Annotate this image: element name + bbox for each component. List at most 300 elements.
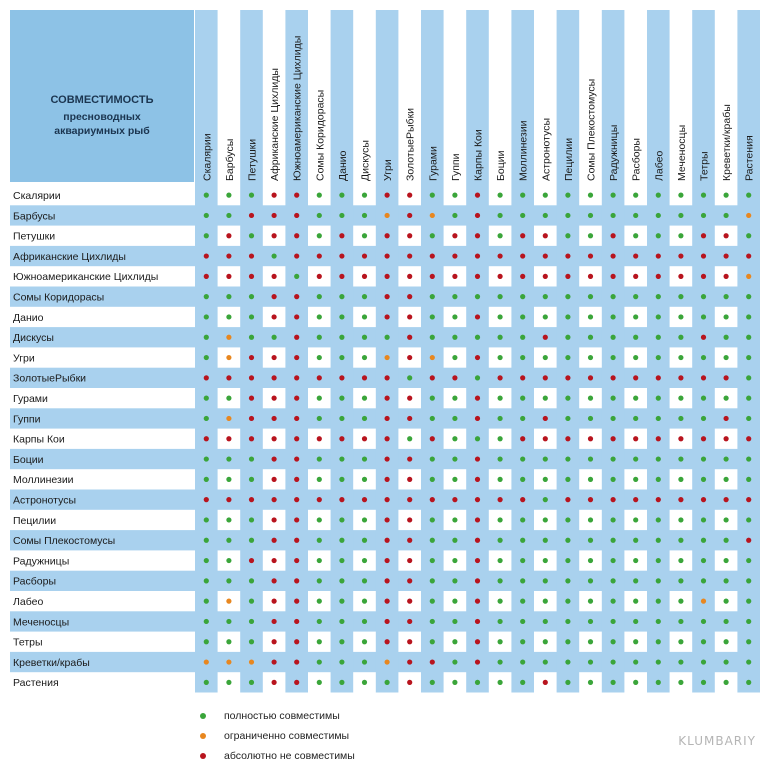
compatibility-dot <box>701 416 706 421</box>
compatibility-dot <box>678 213 683 218</box>
row-label: Пецилии <box>13 514 57 527</box>
compatibility-dot <box>452 355 457 360</box>
compatibility-dot <box>633 193 638 198</box>
compatibility-dot <box>475 233 480 238</box>
legend-dot-red <box>200 753 206 759</box>
compatibility-dot <box>339 538 344 543</box>
compatibility-dot <box>407 355 412 360</box>
compatibility-dot <box>746 517 751 522</box>
compatibility-dot <box>362 619 367 624</box>
column-header: Креветки/крабы <box>721 104 734 181</box>
compatibility-dot <box>407 639 412 644</box>
compatibility-dot <box>498 253 503 258</box>
legend-label-limited: ограниченно совместимы <box>224 730 350 742</box>
compatibility-dot <box>656 396 661 401</box>
row-label: Петушки <box>13 230 56 243</box>
compatibility-dot <box>498 558 503 563</box>
compatibility-dot <box>385 619 390 624</box>
compatibility-dot <box>294 578 299 583</box>
compatibility-dot <box>204 599 209 604</box>
compatibility-dot <box>678 558 683 563</box>
row-label: Южноамериканские Цихлиды <box>13 271 159 284</box>
compatibility-dot <box>339 416 344 421</box>
compatibility-dot <box>633 274 638 279</box>
compatibility-dot <box>226 659 231 664</box>
compatibility-dot <box>746 233 751 238</box>
compatibility-dot <box>249 517 254 522</box>
compatibility-dot <box>588 294 593 299</box>
compatibility-dot <box>565 456 570 461</box>
compatibility-dot <box>362 659 367 664</box>
compatibility-dot <box>385 558 390 563</box>
compatibility-dot <box>565 578 570 583</box>
compatibility-dot <box>611 456 616 461</box>
row-label: Растения <box>13 677 59 690</box>
compatibility-dot <box>565 396 570 401</box>
compatibility-dot <box>701 314 706 319</box>
compatibility-dot <box>385 538 390 543</box>
compatibility-dot <box>204 314 209 319</box>
compatibility-dot <box>724 599 729 604</box>
compatibility-dot <box>588 314 593 319</box>
compatibility-dot <box>633 497 638 502</box>
compatibility-dot <box>588 416 593 421</box>
compatibility-dot <box>339 477 344 482</box>
compatibility-dot <box>656 416 661 421</box>
compatibility-dot <box>430 680 435 685</box>
compatibility-dot <box>678 253 683 258</box>
compatibility-dot <box>656 558 661 563</box>
compatibility-dot <box>543 253 548 258</box>
legend-item-none <box>200 746 355 766</box>
compatibility-dot <box>430 619 435 624</box>
row-label: Сомы Плекостомусы <box>13 535 116 548</box>
compatibility-dot <box>678 375 683 380</box>
compatibility-dot <box>611 233 616 238</box>
compatibility-dot <box>520 538 525 543</box>
compatibility-dot <box>226 213 231 218</box>
compatibility-dot <box>272 538 277 543</box>
compatibility-dot <box>520 396 525 401</box>
compatibility-dot <box>656 477 661 482</box>
compatibility-dot <box>656 294 661 299</box>
compatibility-dot <box>226 477 231 482</box>
compatibility-dot <box>588 477 593 482</box>
compatibility-dot <box>430 558 435 563</box>
row-label: Астронотусы <box>13 494 77 507</box>
compatibility-dot <box>407 335 412 340</box>
compatibility-dot <box>520 517 525 522</box>
compatibility-dot <box>701 253 706 258</box>
compatibility-dot <box>452 213 457 218</box>
compatibility-dot <box>498 659 503 664</box>
compatibility-dot <box>543 233 548 238</box>
compatibility-dot <box>543 314 548 319</box>
compatibility-dot <box>294 233 299 238</box>
compatibility-dot <box>204 193 209 198</box>
compatibility-dot <box>430 193 435 198</box>
compatibility-dot <box>656 517 661 522</box>
compatibility-dot <box>407 314 412 319</box>
row-label: Скалярии <box>13 189 61 202</box>
compatibility-dot <box>746 213 751 218</box>
compatibility-dot <box>543 274 548 279</box>
compatibility-dot <box>475 253 480 258</box>
compatibility-dot <box>565 558 570 563</box>
compatibility-dot <box>385 578 390 583</box>
compatibility-dot <box>317 456 322 461</box>
compatibility-dot <box>633 436 638 441</box>
compatibility-dot <box>272 436 277 441</box>
compatibility-dot <box>407 680 412 685</box>
compatibility-dot <box>588 396 593 401</box>
compatibility-dot <box>317 619 322 624</box>
compatibility-dot <box>543 639 548 644</box>
compatibility-dot <box>385 456 390 461</box>
compatibility-dot <box>452 558 457 563</box>
compatibility-dot <box>272 517 277 522</box>
compatibility-dot <box>249 497 254 502</box>
compatibility-dot <box>565 436 570 441</box>
row-label: Боции <box>13 453 44 466</box>
compatibility-dot <box>294 193 299 198</box>
compatibility-dot <box>565 497 570 502</box>
compatibility-dot <box>452 193 457 198</box>
compatibility-dot <box>498 436 503 441</box>
compatibility-dot <box>204 497 209 502</box>
compatibility-dot <box>746 375 751 380</box>
compatibility-dot <box>588 213 593 218</box>
compatibility-dot <box>543 558 548 563</box>
compatibility-dot <box>498 599 503 604</box>
compatibility-dot <box>498 477 503 482</box>
compatibility-dot <box>385 213 390 218</box>
compatibility-dot <box>633 477 638 482</box>
row-label: ЗолотыеРыбки <box>13 372 87 385</box>
compatibility-dot <box>611 599 616 604</box>
compatibility-dot <box>724 578 729 583</box>
compatibility-dot <box>475 213 480 218</box>
compatibility-dot <box>678 680 683 685</box>
compatibility-dot <box>407 193 412 198</box>
compatibility-dot <box>746 558 751 563</box>
compatibility-dot <box>339 274 344 279</box>
row-label: Дискусы <box>13 332 54 345</box>
compatibility-dot <box>701 193 706 198</box>
compatibility-dot <box>543 538 548 543</box>
compatibility-dot <box>317 497 322 502</box>
compatibility-dot <box>272 680 277 685</box>
compatibility-dot <box>588 375 593 380</box>
compatibility-dot <box>249 456 254 461</box>
column-header: Растения <box>743 135 756 181</box>
compatibility-dot <box>520 294 525 299</box>
compatibility-dot <box>724 193 729 198</box>
compatibility-dot <box>385 396 390 401</box>
compatibility-dot <box>294 599 299 604</box>
row-label: Африканские Цихлиды <box>13 250 126 263</box>
compatibility-dot <box>430 416 435 421</box>
compatibility-dot <box>520 375 525 380</box>
compatibility-dot <box>226 456 231 461</box>
compatibility-dot <box>724 416 729 421</box>
compatibility-dot <box>724 294 729 299</box>
compatibility-dot <box>475 335 480 340</box>
row-label: Данио <box>13 311 44 324</box>
compatibility-dot <box>204 659 209 664</box>
compatibility-dot <box>611 314 616 319</box>
compatibility-dot <box>656 599 661 604</box>
compatibility-dot <box>226 436 231 441</box>
compatibility-dot <box>701 233 706 238</box>
compatibility-dot <box>724 477 729 482</box>
chart-title: СОВМЕСТИМОСТЬ <box>50 94 154 106</box>
compatibility-dot <box>633 639 638 644</box>
compatibility-dot <box>407 497 412 502</box>
compatibility-dot <box>272 314 277 319</box>
compatibility-dot <box>633 253 638 258</box>
compatibility-dot <box>656 193 661 198</box>
compatibility-dot <box>746 619 751 624</box>
compatibility-dot <box>588 274 593 279</box>
compatibility-dot <box>430 314 435 319</box>
compatibility-dot <box>520 335 525 340</box>
compatibility-dot <box>226 193 231 198</box>
compatibility-dot <box>588 497 593 502</box>
compatibility-dot <box>204 558 209 563</box>
compatibility-dot <box>498 396 503 401</box>
compatibility-dot <box>475 355 480 360</box>
compatibility-dot <box>588 193 593 198</box>
compatibility-dot <box>452 396 457 401</box>
compatibility-dot <box>565 477 570 482</box>
column-stripe <box>602 10 625 693</box>
column-header: Угри <box>382 159 395 181</box>
compatibility-dot <box>498 335 503 340</box>
compatibility-dot <box>543 416 548 421</box>
compatibility-dot <box>226 578 231 583</box>
compatibility-dot <box>520 416 525 421</box>
compatibility-dot <box>249 477 254 482</box>
compatibility-dot <box>656 639 661 644</box>
compatibility-dot <box>678 517 683 522</box>
compatibility-dot <box>565 314 570 319</box>
compatibility-dot <box>701 335 706 340</box>
legend-item-limited <box>200 726 355 746</box>
compatibility-dot <box>407 456 412 461</box>
compatibility-dot <box>543 375 548 380</box>
compatibility-dot <box>656 375 661 380</box>
column-header: Карпы Кои <box>472 129 485 181</box>
compatibility-dot <box>226 416 231 421</box>
compatibility-dot <box>339 639 344 644</box>
compatibility-dot <box>498 193 503 198</box>
compatibility-dot <box>746 538 751 543</box>
compatibility-dot <box>520 314 525 319</box>
compatibility-dot <box>678 639 683 644</box>
compatibility-dot <box>520 436 525 441</box>
column-header: Скалярии <box>201 133 214 181</box>
compatibility-dot <box>452 456 457 461</box>
row-label: Гуппи <box>13 413 41 426</box>
compatibility-dot <box>294 619 299 624</box>
compatibility-dot <box>294 396 299 401</box>
compatibility-dot <box>520 274 525 279</box>
compatibility-dot <box>249 680 254 685</box>
compatibility-dot <box>452 294 457 299</box>
compatibility-dot <box>317 335 322 340</box>
compatibility-dot <box>362 599 367 604</box>
compatibility-dot <box>746 477 751 482</box>
compatibility-dot <box>249 213 254 218</box>
compatibility-dot <box>565 416 570 421</box>
compatibility-dot <box>565 619 570 624</box>
compatibility-dot <box>204 578 209 583</box>
compatibility-dot <box>362 233 367 238</box>
compatibility-dot <box>724 680 729 685</box>
compatibility-dot <box>407 213 412 218</box>
compatibility-dot <box>475 274 480 279</box>
compatibility-dot <box>452 477 457 482</box>
column-stripe <box>511 10 534 693</box>
compatibility-dot <box>656 680 661 685</box>
compatibility-dot <box>724 639 729 644</box>
compatibility-dot <box>452 639 457 644</box>
compatibility-dot <box>543 680 548 685</box>
compatibility-dot <box>407 233 412 238</box>
compatibility-dot <box>385 294 390 299</box>
compatibility-dot <box>543 396 548 401</box>
column-stripe <box>376 10 399 693</box>
compatibility-dot <box>724 253 729 258</box>
compatibility-dot <box>317 213 322 218</box>
compatibility-dot <box>339 233 344 238</box>
compatibility-dot <box>543 294 548 299</box>
compatibility-dot <box>543 497 548 502</box>
compatibility-dot <box>294 416 299 421</box>
compatibility-dot <box>317 538 322 543</box>
compatibility-dot <box>520 619 525 624</box>
compatibility-dot <box>452 517 457 522</box>
compatibility-dot <box>317 436 322 441</box>
compatibility-dot <box>498 456 503 461</box>
compatibility-dot <box>272 213 277 218</box>
column-stripe <box>195 10 218 693</box>
compatibility-dot <box>565 599 570 604</box>
compatibility-dot <box>475 436 480 441</box>
compatibility-dot <box>746 335 751 340</box>
compatibility-dot <box>588 335 593 340</box>
compatibility-dot <box>678 659 683 664</box>
column-header: Африканские Цихлиды <box>269 68 282 181</box>
compatibility-dot <box>339 456 344 461</box>
compatibility-dot <box>520 193 525 198</box>
compatibility-dot <box>724 659 729 664</box>
column-header: Расборы <box>630 138 643 181</box>
compatibility-dot <box>226 538 231 543</box>
compatibility-dot <box>498 517 503 522</box>
compatibility-dot <box>385 416 390 421</box>
column-header: Радужницы <box>608 124 621 181</box>
compatibility-dot <box>407 477 412 482</box>
compatibility-dot <box>362 335 367 340</box>
compatibility-dot <box>656 213 661 218</box>
compatibility-dot <box>249 659 254 664</box>
compatibility-dot <box>678 274 683 279</box>
compatibility-dot <box>520 233 525 238</box>
compatibility-dot <box>452 619 457 624</box>
compatibility-dot <box>249 558 254 563</box>
compatibility-dot <box>272 193 277 198</box>
compatibility-dot <box>565 335 570 340</box>
compatibility-dot <box>204 680 209 685</box>
compatibility-dot <box>294 253 299 258</box>
compatibility-dot <box>678 335 683 340</box>
compatibility-dot <box>588 659 593 664</box>
compatibility-dot <box>746 578 751 583</box>
compatibility-dot <box>611 517 616 522</box>
column-header: Сомы Коридорасы <box>314 89 327 181</box>
compatibility-dot <box>362 639 367 644</box>
compatibility-dot <box>385 253 390 258</box>
compatibility-dot <box>452 274 457 279</box>
compatibility-dot <box>656 253 661 258</box>
compatibility-dot <box>701 497 706 502</box>
compatibility-dot <box>520 213 525 218</box>
compatibility-dot <box>656 314 661 319</box>
compatibility-dot <box>611 193 616 198</box>
compatibility-dot <box>249 396 254 401</box>
compatibility-dot <box>407 599 412 604</box>
column-header: Лабео <box>653 150 666 181</box>
compatibility-dot <box>226 314 231 319</box>
compatibility-dot <box>611 396 616 401</box>
compatibility-dot <box>272 355 277 360</box>
compatibility-dot <box>543 517 548 522</box>
compatibility-dot <box>701 558 706 563</box>
compatibility-dot <box>498 355 503 360</box>
compatibility-dot <box>362 456 367 461</box>
compatibility-dot <box>678 193 683 198</box>
compatibility-dot <box>475 294 480 299</box>
compatibility-dot <box>226 599 231 604</box>
compatibility-dot <box>498 416 503 421</box>
legend-label-full: полностью совместимы <box>224 710 340 722</box>
row-label: Сомы Коридорасы <box>13 291 105 304</box>
compatibility-dot <box>385 355 390 360</box>
compatibility-dot <box>475 396 480 401</box>
compatibility-dot <box>339 375 344 380</box>
compatibility-dot <box>656 355 661 360</box>
compatibility-dot <box>339 558 344 563</box>
compatibility-dot <box>724 274 729 279</box>
compatibility-dot <box>611 416 616 421</box>
compatibility-dot <box>656 659 661 664</box>
compatibility-dot <box>565 375 570 380</box>
compatibility-dot <box>272 497 277 502</box>
compatibility-dot <box>317 193 322 198</box>
compatibility-dot <box>678 578 683 583</box>
compatibility-dot <box>678 416 683 421</box>
compatibility-dot <box>430 456 435 461</box>
compatibility-dot <box>407 253 412 258</box>
compatibility-dot <box>565 355 570 360</box>
compatibility-dot <box>430 375 435 380</box>
compatibility-dot <box>565 193 570 198</box>
compatibility-dot <box>475 538 480 543</box>
compatibility-dot <box>362 355 367 360</box>
compatibility-dot <box>385 497 390 502</box>
